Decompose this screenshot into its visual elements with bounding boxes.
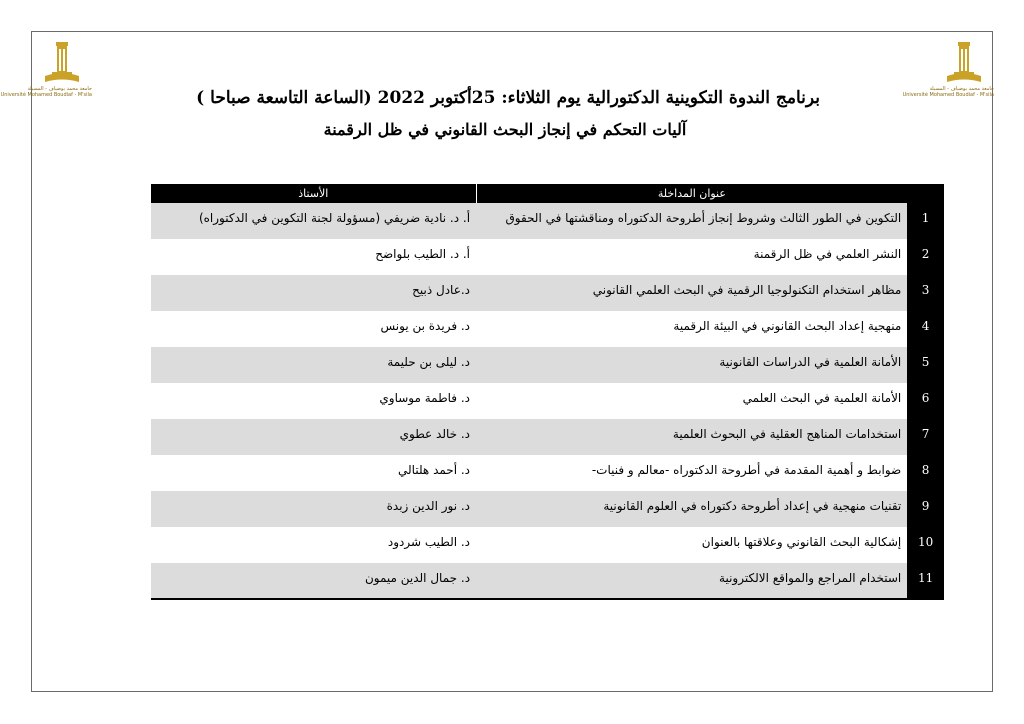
- professor-name: أ. د. نادية ضريفي (مسؤولة لجنة التكوين في الدكتوراه): [151, 203, 476, 239]
- row-number: 11: [907, 563, 944, 599]
- session-title: التكوين في الطور الثالث وشروط إنجاز أطروحة الدكتوراه ومناقشتها في الحقوق: [476, 203, 907, 239]
- row-number: 10: [907, 527, 944, 563]
- header-professor: الأستاذ: [151, 184, 476, 203]
- university-logo-right: [902, 40, 994, 102]
- professor-name: د.عادل ذبيح: [151, 275, 476, 311]
- row-number: 9: [907, 491, 944, 527]
- table-row: [151, 455, 944, 491]
- row-number: 2: [907, 239, 944, 275]
- row-number: 3: [907, 275, 944, 311]
- session-title: مظاهر استخدام التكنولوجيا الرقمية في البحث العلمي القانوني: [476, 275, 907, 311]
- program-table: [151, 184, 944, 600]
- professor-name: د. فريدة بن يونس: [151, 311, 476, 347]
- logo-caption-ar: جامعة محمد بوضياف - المسيلة: [929, 86, 994, 92]
- table-body: [151, 203, 944, 599]
- professor-name: د. فاطمة موساوي: [151, 383, 476, 419]
- logo-caption-ar: جامعة محمد بوضياف - المسيلة: [27, 86, 92, 92]
- session-title: تقنيات منهجية في إعداد أطروحة دكتوراه في العلوم القانونية: [476, 491, 907, 527]
- logo-caption-fr: Université Mohamed Boudiaf - M'sila: [0, 92, 92, 98]
- table-header-row: [151, 184, 944, 203]
- table-row: [151, 311, 944, 347]
- professor-name: د. أحمد هلتالي: [151, 455, 476, 491]
- row-number: 5: [907, 347, 944, 383]
- session-title: ضوابط و أهمية المقدمة في أطروحة الدكتوراه -معالم و فنيات-: [476, 455, 907, 491]
- header-title: عنوان المداخلة: [476, 184, 907, 203]
- header-number: [907, 184, 944, 203]
- row-number: 7: [907, 419, 944, 455]
- professor-name: د. جمال الدين ميمون: [151, 563, 476, 599]
- university-logo-left: [0, 40, 92, 102]
- professor-name: أ. د. الطيب بلواضح: [151, 239, 476, 275]
- professor-name: د. نور الدين زبدة: [151, 491, 476, 527]
- university-emblem-icon: [42, 40, 82, 86]
- table-row: [151, 383, 944, 419]
- session-title: استخدامات المناهج العقلية في البحوث العلمية: [476, 419, 907, 455]
- session-title: إشكالية البحث القانوني وعلاقتها بالعنوان: [476, 527, 907, 563]
- professor-name: د. الطيب شردود: [151, 527, 476, 563]
- table-row: [151, 563, 944, 599]
- session-title: استخدام المراجع والمواقع الالكترونية: [476, 563, 907, 599]
- table-row: [151, 275, 944, 311]
- table-row: [151, 347, 944, 383]
- session-title: الأمانة العلمية في البحث العلمي: [476, 383, 907, 419]
- program-subtitle: آليات التحكم في إنجاز البحث القانوني في ظل الرقمنة: [323, 120, 687, 139]
- row-number: 6: [907, 383, 944, 419]
- university-emblem-icon: [944, 40, 984, 86]
- program-title: برنامج الندوة التكوينية الدكتورالية يوم الثلاثاء: 25أكتوبر 2022 (الساعة التاسعة صباحا ): [196, 88, 820, 108]
- professor-name: د. خالد عطوي: [151, 419, 476, 455]
- table-row: [151, 419, 944, 455]
- session-title: الأمانة العلمية في الدراسات القانونية: [476, 347, 907, 383]
- row-number: 4: [907, 311, 944, 347]
- session-title: منهجية إعداد البحث القانوني في البيئة الرقمية: [476, 311, 907, 347]
- table-row: [151, 203, 944, 239]
- logo-caption-fr: Université Mohamed Boudiaf - M'sila: [902, 92, 994, 98]
- professor-name: د. ليلى بن حليمة: [151, 347, 476, 383]
- table-row: [151, 239, 944, 275]
- row-number: 8: [907, 455, 944, 491]
- table-row: [151, 491, 944, 527]
- session-title: النشر العلمي في ظل الرقمنة: [476, 239, 907, 275]
- row-number: 1: [907, 203, 944, 239]
- table-row: [151, 527, 944, 563]
